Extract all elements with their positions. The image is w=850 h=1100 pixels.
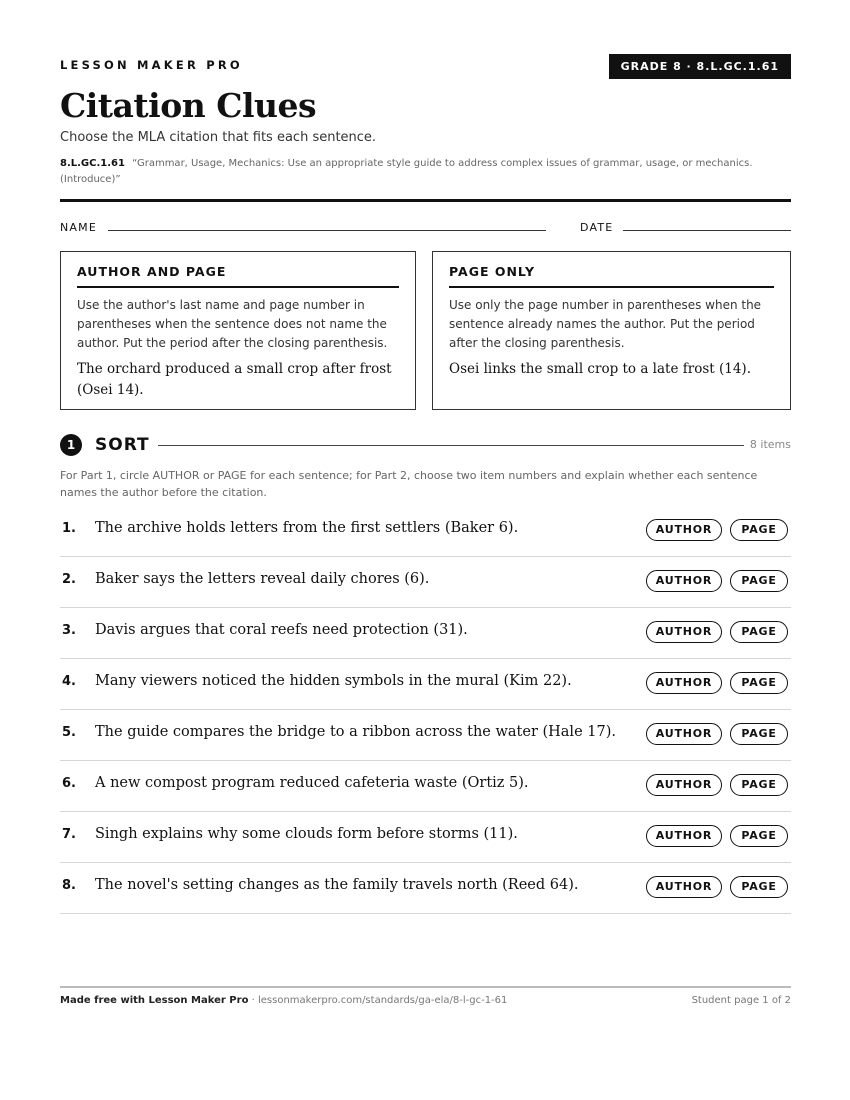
item-number: 7. [62, 827, 76, 842]
brand-name: LESSON MAKER PRO [60, 58, 243, 72]
footer-made-with: Made free with Lesson Maker Pro [60, 995, 249, 1006]
footer-page-number: Student page 1 of 2 [691, 995, 791, 1006]
footer-url[interactable]: · lessonmakerpro.com/standards/ga-ela/8-l-gc-1-61 [248, 995, 508, 1006]
list-item [60, 812, 791, 863]
footer-credit [60, 995, 507, 1006]
item-number: 5. [62, 725, 76, 740]
author-choice-button[interactable]: AUTHOR [646, 876, 722, 898]
list-item [60, 608, 791, 659]
item-number: 4. [62, 674, 76, 689]
grade-badge: GRADE 8 · 8.L.GC.1.61 [609, 54, 791, 79]
item-number: 6. [62, 776, 76, 791]
item-number: 1. [62, 521, 76, 536]
item-number: 8. [62, 878, 76, 893]
date-field[interactable] [623, 230, 791, 231]
author-choice-button[interactable]: AUTHOR [646, 621, 722, 643]
author-choice-button[interactable]: AUTHOR [646, 570, 722, 592]
worksheet-page [60, 0, 791, 1100]
page-choice-button[interactable]: PAGE [730, 774, 788, 796]
item-sentence: A new compost program reduced cafeteria waste (Ortiz 5). [95, 775, 529, 791]
section-instructions: For Part 1, circle AUTHOR or PAGE for each sentence; for Part 2, choose two item numbers and explain whether each sentence names the author before the citation. [60, 469, 758, 499]
section-divider [158, 445, 744, 446]
item-sentence: Many viewers noticed the hidden symbols in the mural (Kim 22). [95, 673, 572, 689]
page-choice-button[interactable]: PAGE [730, 672, 788, 694]
rule-box-heading: AUTHOR AND PAGE [77, 264, 399, 288]
standard-description [60, 156, 791, 188]
list-item [60, 557, 791, 608]
name-label: NAME [60, 221, 97, 234]
page-subtitle: Choose the MLA citation that fits each sentence. [60, 130, 377, 145]
section-title: SORT [95, 435, 150, 455]
author-choice-button[interactable]: AUTHOR [646, 519, 722, 541]
item-sentence: Singh explains why some clouds form before storms (11). [95, 826, 518, 842]
item-sentence: The archive holds letters from the first settlers (Baker 6). [95, 520, 519, 536]
rule-box-author-and-page [60, 251, 416, 410]
rule-box-example: The orchard produced a small crop after frost (Osei 14). [77, 361, 392, 398]
author-choice-button[interactable]: AUTHOR [646, 825, 722, 847]
list-item [60, 863, 791, 914]
item-count: 8 items [749, 438, 791, 451]
list-item [60, 659, 791, 710]
item-list [60, 506, 791, 914]
rule-box-description: Use only the page number in parentheses when the sentence already names the author. Put the period after the closing parenthesis. [449, 298, 762, 350]
page-choice-button[interactable]: PAGE [730, 825, 788, 847]
list-item [60, 710, 791, 761]
standard-text: “Grammar, Usage, Mechanics: Use an appropriate style guide to address complex issues of grammar, usage, or mechanics. (Introduce)” [60, 158, 753, 185]
standard-code: 8.L.GC.1.61 [60, 158, 125, 169]
page-choice-button[interactable]: PAGE [730, 876, 788, 898]
list-item [60, 506, 791, 557]
list-item [60, 761, 791, 812]
rule-box-heading: PAGE ONLY [449, 264, 774, 288]
rule-box-description: Use the author's last name and page number in parentheses when the sentence does not name the author. Put the period after the closing parenthesis. [77, 298, 388, 350]
item-sentence: The guide compares the bridge to a ribbon across the water (Hale 17). [95, 724, 616, 740]
author-choice-button[interactable]: AUTHOR [646, 774, 722, 796]
section-header [60, 434, 791, 456]
item-number: 3. [62, 623, 76, 638]
rule-box-page-only [432, 251, 791, 410]
section-number-badge: 1 [60, 434, 82, 456]
date-label: DATE [580, 221, 614, 234]
rule-box-example: Osei links the small crop to a late frost (14). [449, 361, 751, 377]
item-number: 2. [62, 572, 76, 587]
header-divider [60, 199, 791, 202]
page-choice-button[interactable]: PAGE [730, 519, 788, 541]
page-choice-button[interactable]: PAGE [730, 621, 788, 643]
name-field[interactable] [108, 230, 546, 231]
author-choice-button[interactable]: AUTHOR [646, 723, 722, 745]
item-sentence: The novel's setting changes as the family travels north (Reed 64). [95, 877, 579, 893]
item-sentence: Davis argues that coral reefs need protection (31). [95, 622, 468, 638]
page-choice-button[interactable]: PAGE [730, 723, 788, 745]
item-sentence: Baker says the letters reveal daily chores (6). [95, 571, 430, 587]
footer-divider [60, 986, 791, 988]
author-choice-button[interactable]: AUTHOR [646, 672, 722, 694]
page-title: Citation Clues [60, 86, 317, 125]
page-choice-button[interactable]: PAGE [730, 570, 788, 592]
name-date-row [60, 219, 791, 235]
